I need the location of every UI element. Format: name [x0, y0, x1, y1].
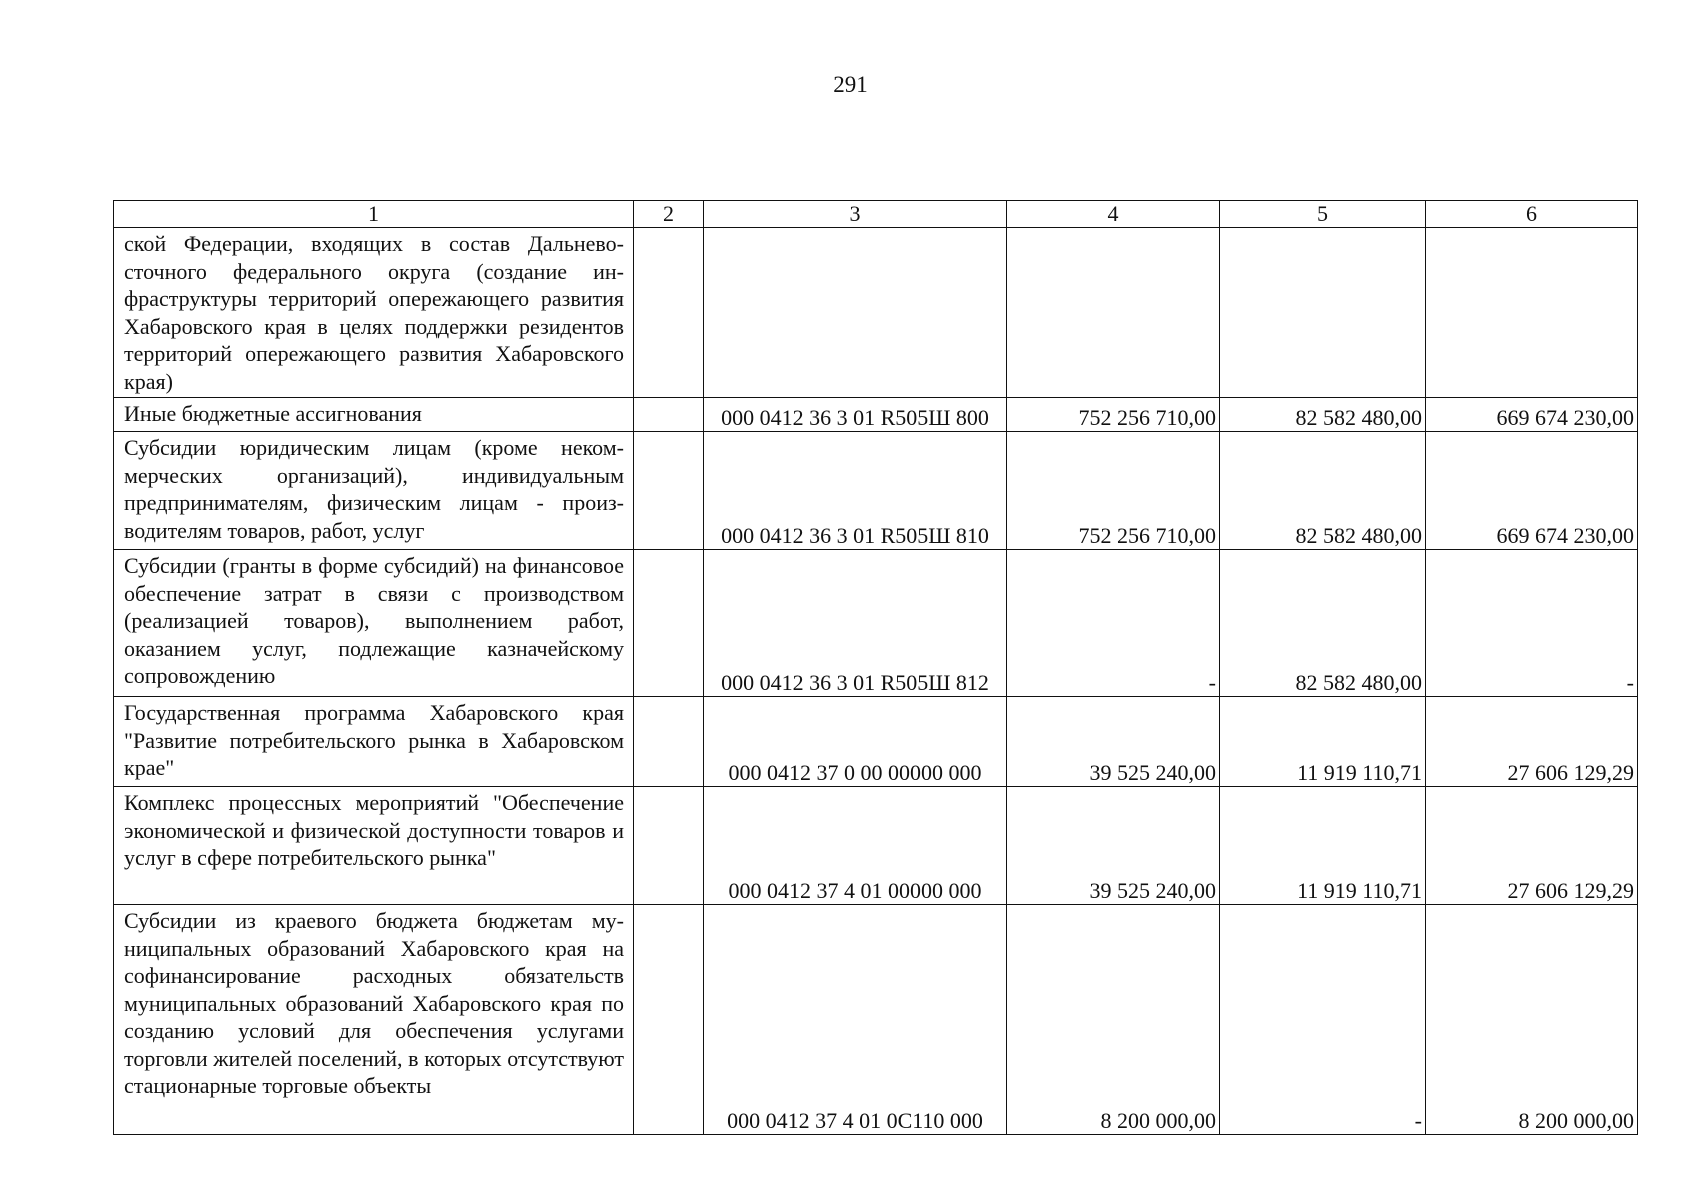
table-row: [114, 432, 1638, 550]
row-value-5: -: [1220, 905, 1426, 1135]
row-col2: [634, 905, 704, 1135]
row-code: 000 0412 37 4 01 00000 000: [704, 787, 1007, 905]
row-value-4: [1007, 228, 1220, 398]
page-number: 291: [833, 72, 868, 97]
row-description: Субсидии (гранты в форме субсидий) на финансовое обеспечение затрат в связи с производством (реализацией товаров), выполнением работ, оказанием услуг, подлежащие казначейскому сопровождению: [114, 550, 634, 697]
table-header-row: [114, 201, 1638, 228]
row-code: 000 0412 37 4 01 0С110 000: [704, 905, 1007, 1135]
column-header: 2: [634, 201, 704, 228]
table-row: [114, 228, 1638, 398]
row-code: 000 0412 36 3 01 R505Ш 810: [704, 432, 1007, 550]
row-value-6: -: [1426, 550, 1638, 697]
column-header: 3: [704, 201, 1007, 228]
row-value-5: 82 582 480,00: [1220, 398, 1426, 432]
row-code: 000 0412 37 0 00 00000 000: [704, 697, 1007, 787]
column-header: 1: [114, 201, 634, 228]
column-header: 6: [1426, 201, 1638, 228]
row-value-6: 27 606 129,29: [1426, 787, 1638, 905]
column-header: 5: [1220, 201, 1426, 228]
row-description: Государственная программа Хабаровского края "Развитие потребительского рынка в Хабаровском крае": [114, 697, 634, 787]
row-code: 000 0412 36 3 01 R505Ш 812: [704, 550, 1007, 697]
row-value-6: 8 200 000,00: [1426, 905, 1638, 1135]
row-value-6: [1426, 228, 1638, 398]
row-value-6: 27 606 129,29: [1426, 697, 1638, 787]
table-row: [114, 787, 1638, 905]
row-value-4: 8 200 000,00: [1007, 905, 1220, 1135]
row-value-4: -: [1007, 550, 1220, 697]
row-description: Субсидии юридическим лицам (кроме некоммерческих организаций), индивидуальным предпринимателям, физическим лицам - производителям товаров, работ, услуг: [114, 432, 634, 550]
column-header: 4: [1007, 201, 1220, 228]
row-value-5: 82 582 480,00: [1220, 550, 1426, 697]
row-col2: [634, 697, 704, 787]
row-value-4: 39 525 240,00: [1007, 787, 1220, 905]
row-description: Иные бюджетные ассигнования: [114, 398, 634, 432]
table-row: [114, 398, 1638, 432]
row-col2: [634, 432, 704, 550]
row-value-5: 82 582 480,00: [1220, 432, 1426, 550]
row-value-4: 752 256 710,00: [1007, 398, 1220, 432]
budget-table: [113, 200, 1638, 1135]
row-value-5: 11 919 110,71: [1220, 697, 1426, 787]
row-col2: [634, 398, 704, 432]
row-value-4: 39 525 240,00: [1007, 697, 1220, 787]
row-col2: [634, 550, 704, 697]
row-value-6: 669 674 230,00: [1426, 432, 1638, 550]
row-col2: [634, 787, 704, 905]
row-value-6: 669 674 230,00: [1426, 398, 1638, 432]
row-value-4: 752 256 710,00: [1007, 432, 1220, 550]
row-value-5: 11 919 110,71: [1220, 787, 1426, 905]
row-value-5: [1220, 228, 1426, 398]
row-description: Субсидии из краевого бюджета бюджетам муниципальных образований Хабаровского края на софинансирование расходных обязательств муниципальных образований Хабаровского края по созданию условий для обеспечения услугами торговли жителей поселений, в которых отсутствуют стационарные торговые объекты: [114, 905, 634, 1135]
row-code: [704, 228, 1007, 398]
table-row: [114, 905, 1638, 1135]
row-description: ской Федерации, входящих в состав Дальневосточного федерального округа (создание инфраструктуры территорий опережающего развития Хабаровского края в целях поддержки резидентов территорий опережающего развития Хабаровского края): [114, 228, 634, 398]
row-code: 000 0412 36 3 01 R505Ш 800: [704, 398, 1007, 432]
row-description: Комплекс процессных мероприятий "Обеспечение экономической и физической доступности товаров и услуг в сфере потребительского рынка": [114, 787, 634, 905]
table-row: [114, 550, 1638, 697]
table-row: [114, 697, 1638, 787]
row-col2: [634, 228, 704, 398]
